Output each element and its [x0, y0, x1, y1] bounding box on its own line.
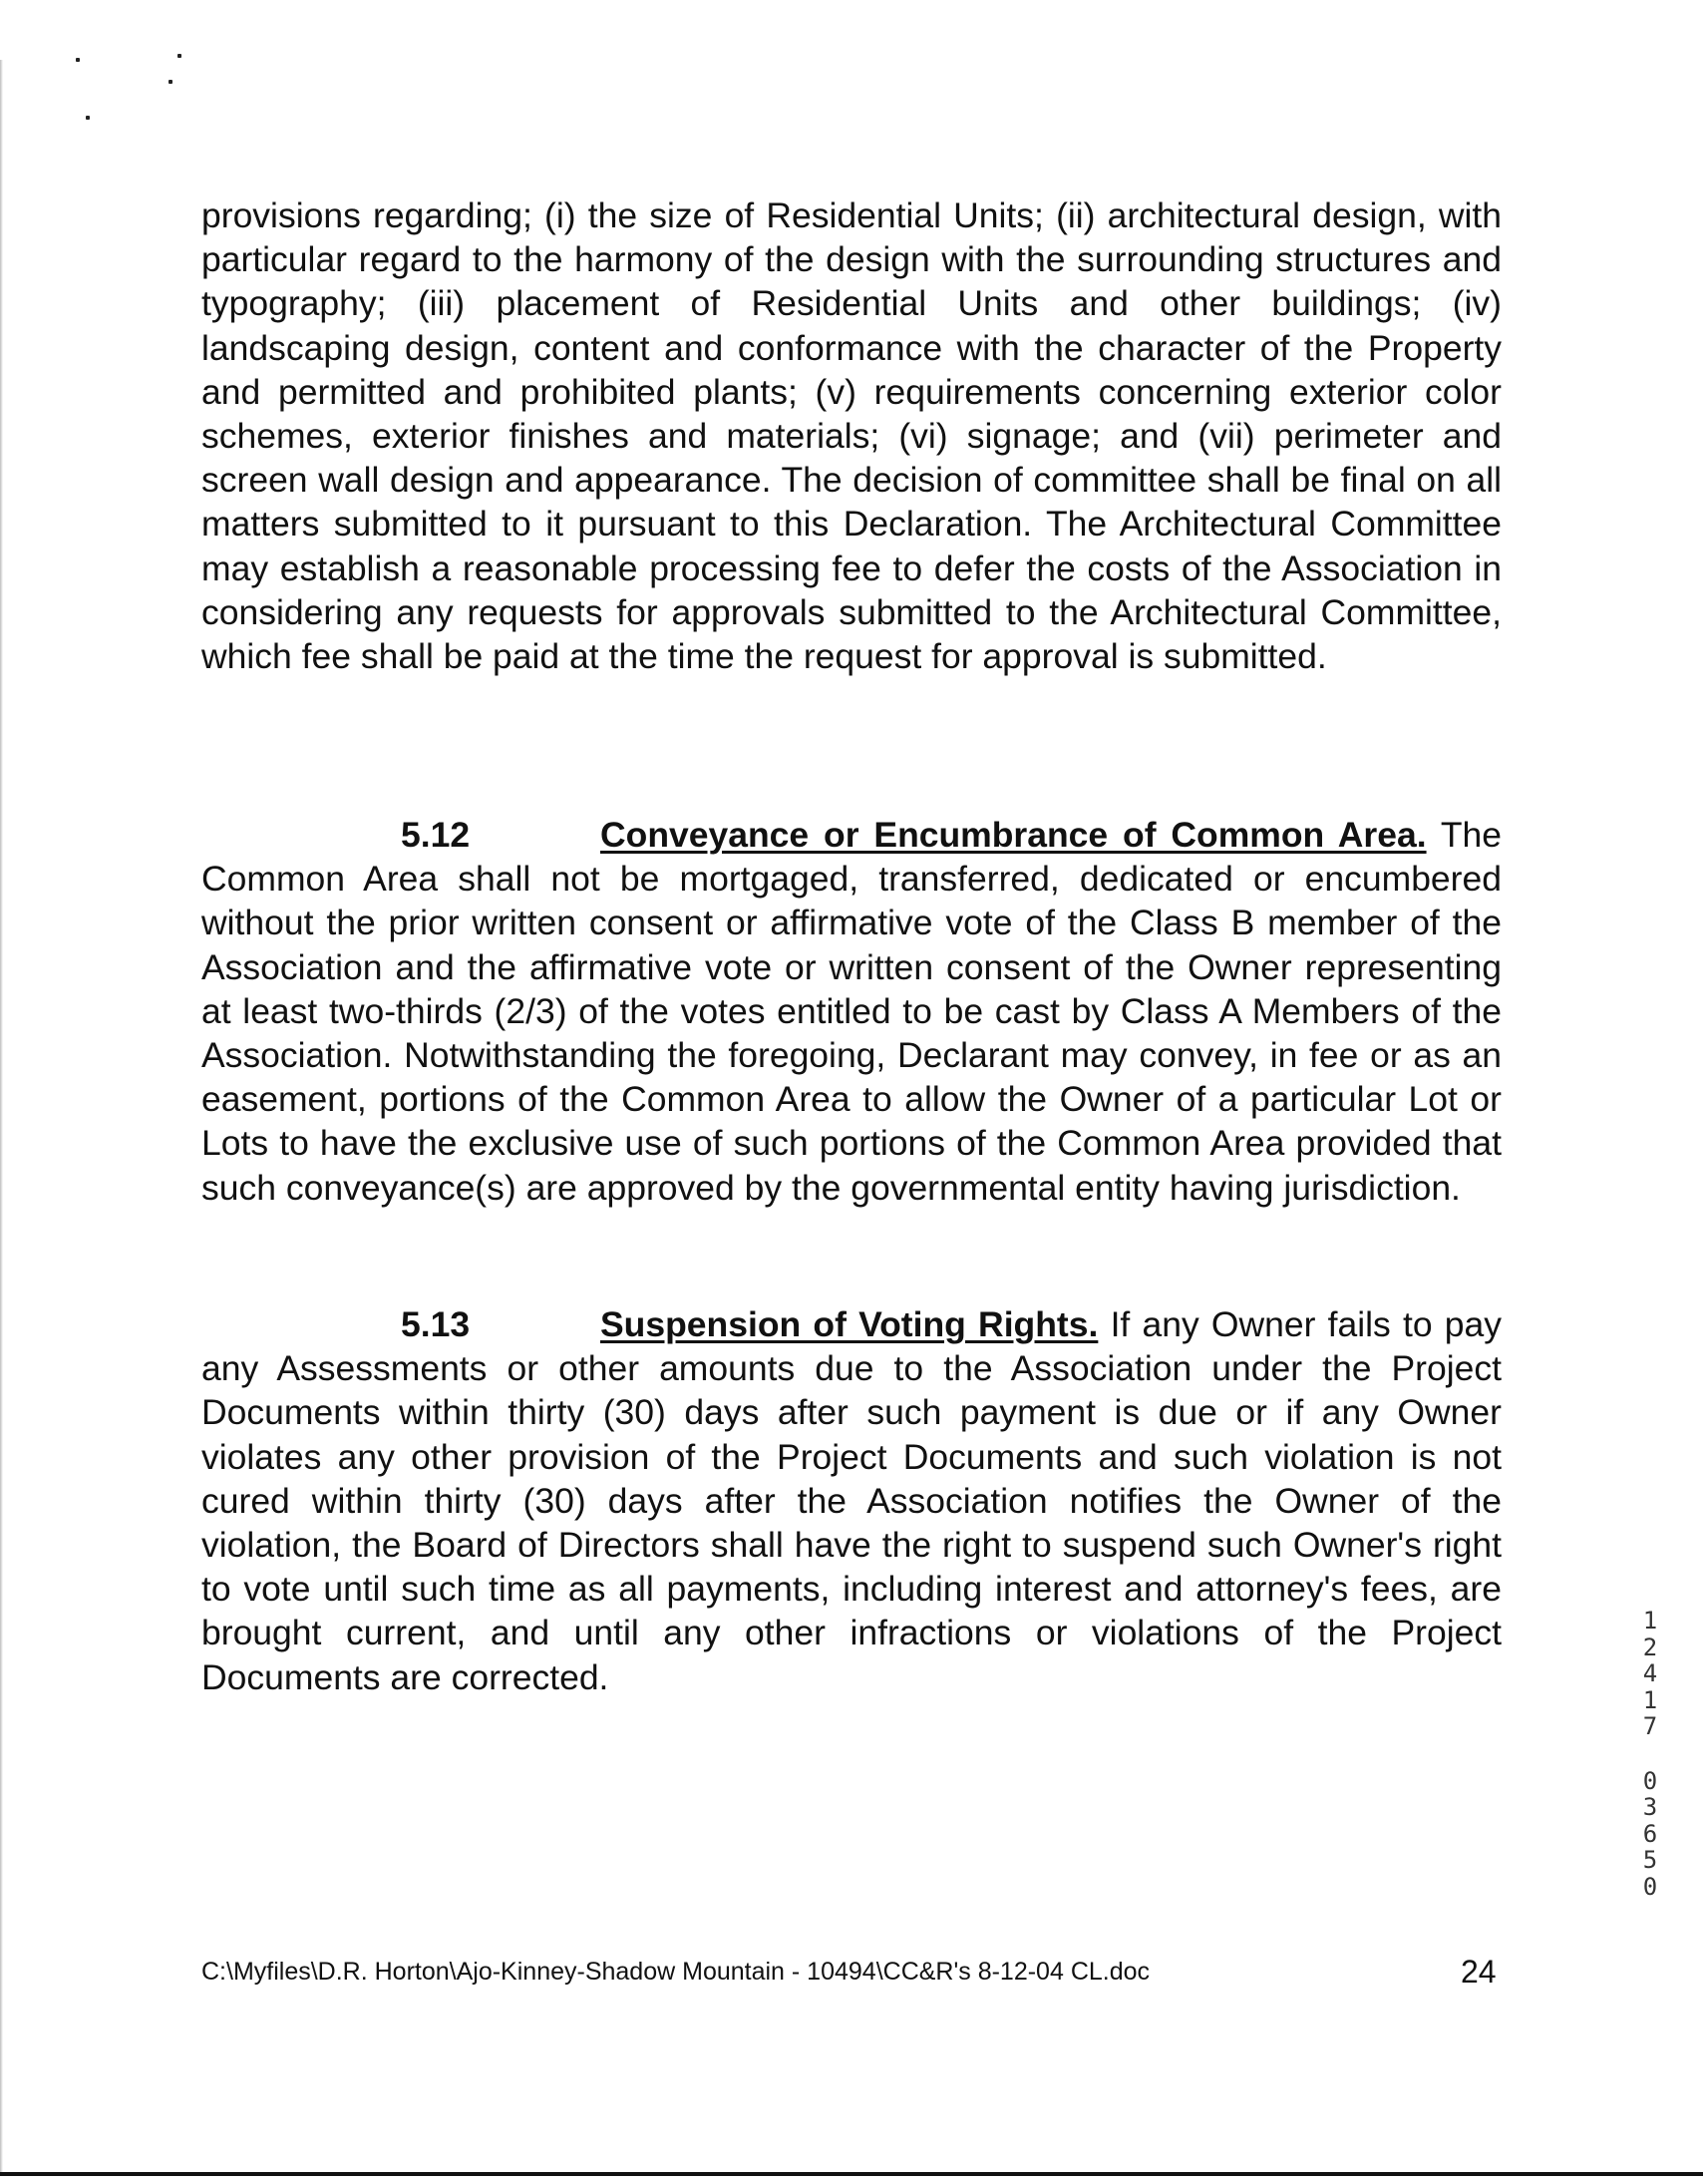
paragraph-architectural-provisions: provisions regarding; (i) the size of Residential Units; (ii) architectural design, with particular regard to the harmony of the design with the surrounding structures and typography; (iii) placement of Residential Units and other buildings; (iv) landscaping design, content and conformance with the character of the Property and permitted and prohibited plants; (v) requirements concerning exterior color schemes, exterior finishes and materials; (vi) signage; and (vii) perimeter and screen wall design and appearance. The decision of committee shall be final on all matters submitted to it pursuant to this Declaration. The Architectural Committee may establish a reasonable processing fee to defer the costs of the Association in considering any requests for approvals submitted to the Architectural Committee, which fee shall be paid at the time the request for approval is submitted.	[201, 195, 1502, 677]
scan-speck	[76, 58, 80, 62]
section-body: The Common Area shall not be mortgaged, transferred, dedicated or encumbered without the prior written consent or affirmative vote of the Class B member of the Association and the affirmative vote or written consent of the Owner representing at least two-thirds (2/3) of the votes entitled to be cast by Class A Members of the Association. Notwithstanding the foregoing, Declarant may convey, in fee or as an easement, portions of the Common Area to allow the Owner of a particular Lot or Lots to have the exclusive use of such portions of the Common Area provided that such conveyance(s) are approved by the governmental entity having jurisdiction.	[201, 815, 1502, 1208]
stamp-digit: 4	[1642, 1659, 1658, 1687]
section-title: Conveyance or Encumbrance of Common Area.	[600, 815, 1427, 855]
stamp-gap	[1638, 1740, 1662, 1768]
section-5-13	[201, 1302, 1502, 1699]
scan-speck	[86, 116, 90, 120]
stamp-digit: 1	[1642, 1607, 1658, 1635]
stamp-digit: 6	[1642, 1819, 1658, 1848]
section-number: 5.13	[401, 1304, 471, 1344]
stamp-digit: 1	[1642, 1685, 1658, 1714]
stamp-digit: 0	[1642, 1872, 1658, 1901]
scan-speck	[169, 80, 172, 84]
stamp-digit: 3	[1642, 1793, 1658, 1821]
stamp-digit: 2	[1642, 1633, 1658, 1661]
section-number: 5.12	[401, 815, 471, 855]
scan-speck	[177, 54, 181, 58]
stamp-digit: 7	[1642, 1712, 1658, 1740]
stamp-digit: 0	[1642, 1766, 1658, 1795]
page-number: 24	[1461, 1954, 1497, 1990]
scan-bottom-edge	[0, 2172, 1703, 2176]
section-title: Suspension of Voting Rights.	[600, 1304, 1099, 1344]
footer-file-path: C:\Myfiles\D.R. Horton\Ajo-Kinney-Shadow Mountain - 10494\CC&R's 8-12-04 CL.doc	[201, 1958, 1151, 1986]
section-5-12	[201, 813, 1502, 1210]
scan-left-edge	[0, 60, 3, 2174]
stamp-digit: 5	[1642, 1846, 1658, 1874]
section-body: If any Owner fails to pay any Assessments or other amounts due to the Association under the Project Documents within thirty (30) days after such payment is due or if any Owner violates any other provision of the Project Documents and such violation is not cured within thirty (30) days after the Association notifies the Owner of the violation, the Board of Directors shall have the right to suspend such Owner's right to vote until such time as all payments, including interest and attorney's fees, are brought current, and until any other infractions or violations of the Project Documents are corrected.	[201, 1304, 1503, 1697]
recording-number-stamp	[1638, 1608, 1662, 1900]
